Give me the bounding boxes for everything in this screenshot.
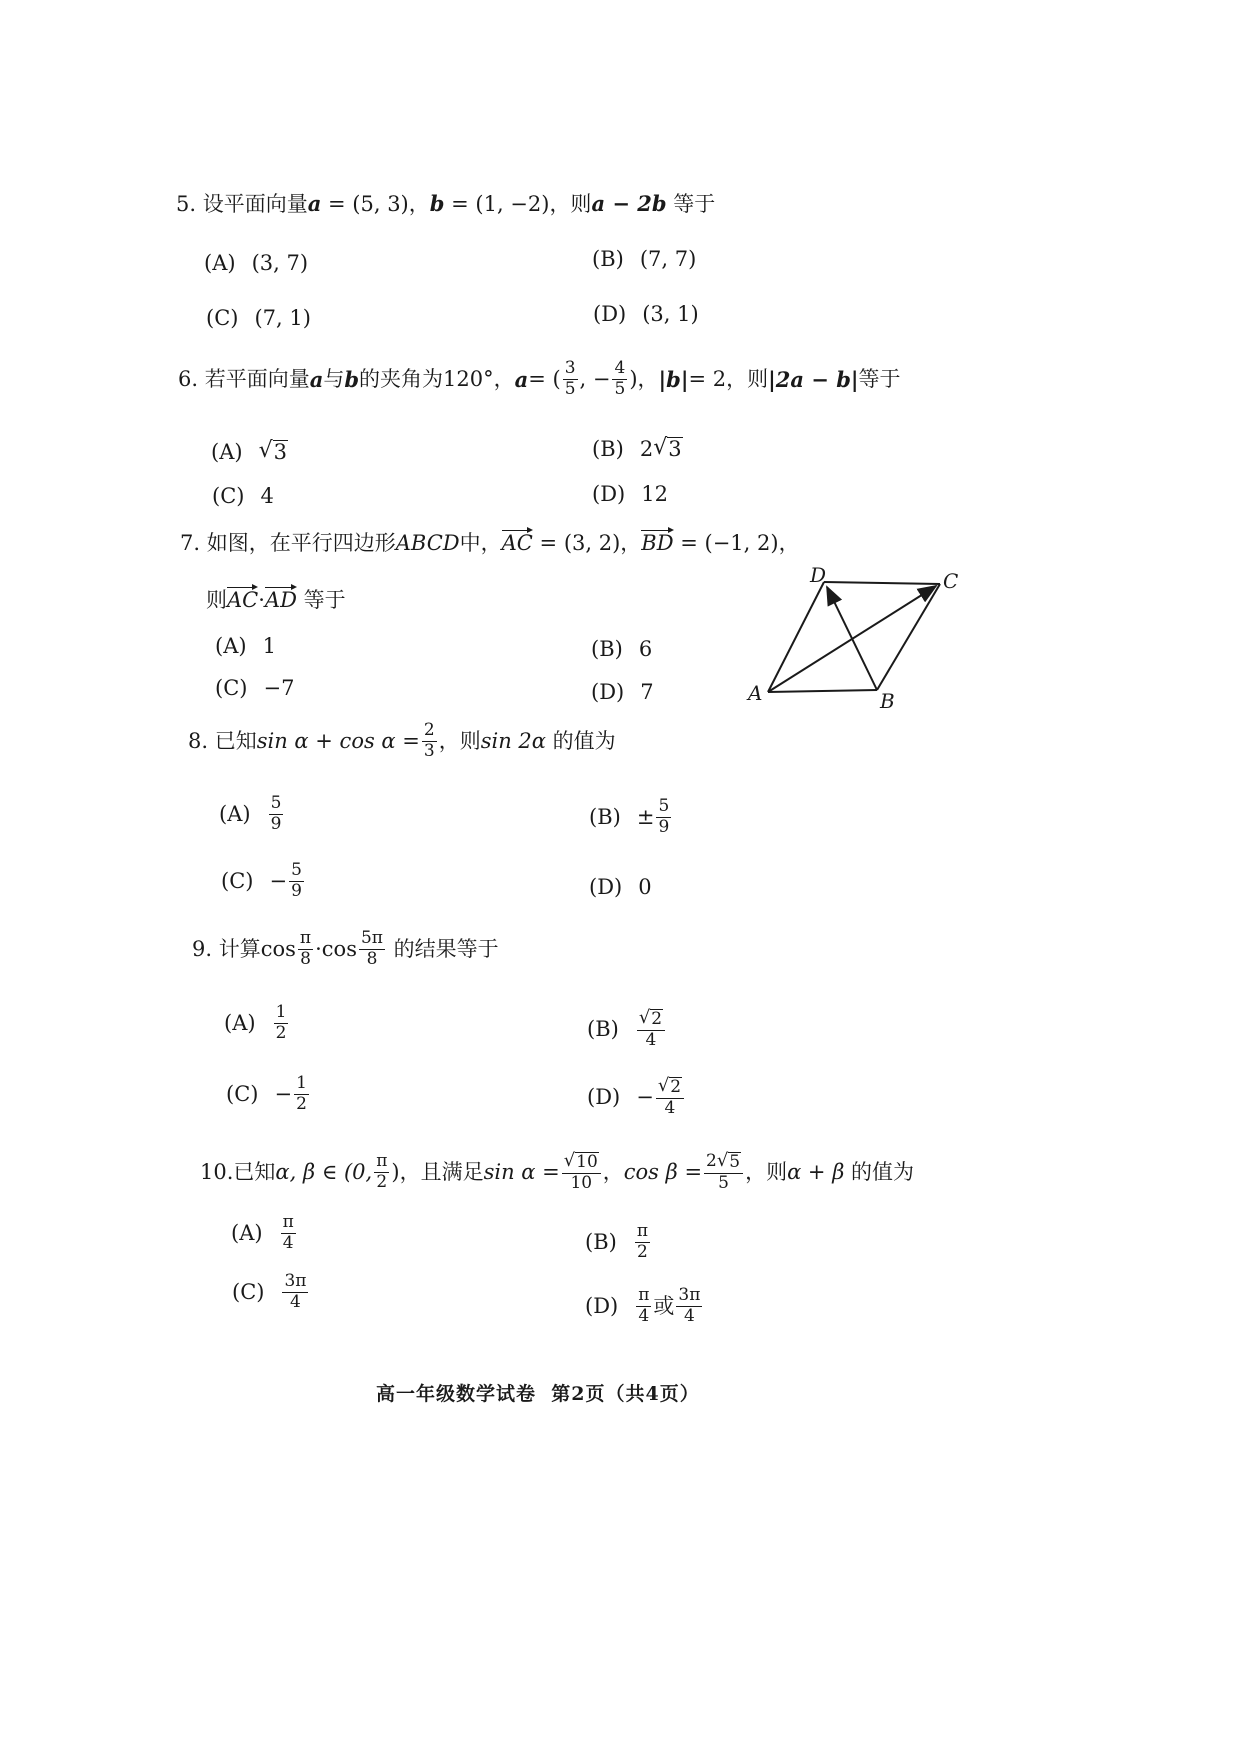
coefficient: 2 [706,1151,717,1171]
cos-function: cos [321,936,357,961]
option-value: (3, 7) [251,251,309,275]
fraction [282,1273,308,1312]
q6-number: 6. [178,366,199,391]
radicand: 5 [729,1152,741,1172]
option-label: (B) [591,637,623,661]
numerator: 1 [296,1073,307,1093]
sqrt-icon: √ [657,1075,670,1096]
fraction [562,1152,601,1193]
vector-ad: AD [264,588,297,612]
page-number: 2 [571,1383,586,1405]
page-footer [376,1385,700,1404]
denominator: 4 [638,1305,650,1326]
q9-option-c[interactable] [226,1075,311,1114]
q10-text: )，且满足 [391,1159,484,1184]
vector-ac: AC [501,531,533,555]
fraction [422,722,437,761]
footer-text: 第 [551,1383,572,1405]
q10-expression: α, β ∈ (0, [275,1159,373,1184]
fraction [637,1009,665,1050]
q8-option-d[interactable] [589,877,652,898]
option-label: (D) [591,680,625,704]
q6-text: , − [579,366,611,391]
vector-a: a [307,191,322,216]
option-label: (D) [587,1084,621,1109]
fraction [676,1287,702,1326]
q10-expression: cos β = [623,1159,703,1184]
q10-stem [200,1152,914,1193]
numerator: 4 [614,358,626,378]
fraction [636,1287,651,1326]
q10-number: 10. [200,1159,234,1184]
diagonal-bd [827,587,877,690]
option-label: (C) [215,676,248,700]
footer-text: 页） [659,1383,700,1405]
fraction [656,798,671,837]
q9-option-b[interactable] [587,1009,667,1050]
q8-number: 8. [188,728,209,753]
q6-text: 若平面向量 [204,366,310,391]
option-label: (B) [589,804,621,829]
option-value: (7, 1) [254,306,311,330]
vector-ac: AC [227,588,259,612]
fraction [298,930,313,969]
radicand: 2 [670,1077,682,1097]
q9-option-a[interactable] [224,1004,290,1043]
option-value: (3, 1) [642,302,699,326]
q7-text: = (3, 2)， [532,531,642,555]
q10-text: ， [602,1159,624,1184]
denominator: 4 [684,1305,695,1326]
numerator: π [282,1212,294,1232]
numerator: 3π [678,1285,701,1305]
fraction [269,795,284,834]
numerator [656,1077,684,1099]
q10-text: ，则 [745,1159,788,1184]
fraction [635,1223,650,1262]
q6-text: )， [629,366,659,391]
q5-option-d[interactable] [593,304,699,325]
option-value: −7 [263,676,295,700]
option-label: (B) [592,436,624,461]
fraction [612,360,627,399]
q10-option-a[interactable] [231,1214,298,1253]
q6-option-d[interactable] [592,484,668,505]
numerator [562,1152,601,1174]
radicand: 10 [576,1152,598,1172]
total-pages: 4 [645,1383,660,1405]
sqrt-icon: √ [638,1007,651,1028]
numerator: π [299,928,312,948]
radical [658,1077,682,1097]
q7-text: = (−1, 2)， [673,531,800,555]
option-label: (C) [221,868,254,893]
q7-text: 如图，在平行四边形 [206,531,396,555]
numerator: 3 [564,358,576,378]
option-label: (C) [232,1279,265,1304]
option-value: 4 [260,484,274,508]
option-label: (D) [593,302,627,326]
q9-stem [192,930,499,969]
radical [653,437,682,461]
option-label: (A) [224,1010,256,1035]
option-label: (C) [206,306,239,330]
radicand: 2 [651,1009,663,1029]
vertex-a: A [748,681,763,705]
denominator: 5 [564,378,576,399]
q9-text: 计算 [218,936,261,961]
denominator: 5 [614,378,626,399]
radical [639,1009,663,1029]
fraction [563,360,578,399]
radicand: 3 [668,437,682,461]
side-ab [768,690,877,692]
numerator: 5π [360,928,383,948]
q10-option-d[interactable] [585,1287,704,1326]
option-label: (B) [592,247,624,271]
option-label: (C) [212,484,245,508]
sign: − [274,1081,293,1106]
denominator: 5 [718,1172,729,1193]
numerator: 2 [423,720,435,740]
fraction [281,1214,296,1253]
radical [564,1152,599,1172]
denominator: 4 [645,1029,657,1050]
q7-number: 7. [180,531,201,555]
q5-text: 等于 [673,192,716,216]
sqrt-icon: √ [563,1150,576,1171]
numerator: π [636,1221,649,1241]
option-value: 6 [638,637,653,661]
q7-option-d[interactable] [591,682,654,703]
q10-option-c[interactable] [232,1273,310,1312]
q5-text: 设平面向量 [202,192,308,216]
sqrt-icon: √ [716,1150,729,1171]
q7-text: 则 [206,588,227,612]
abs-b: |b| [658,366,689,392]
option-label: (B) [587,1016,619,1041]
denominator: 4 [282,1232,294,1253]
denominator: 3 [423,740,435,761]
q5-option-c[interactable] [206,308,311,329]
fraction [359,930,385,969]
numerator: 5 [270,793,282,813]
q6-text: 与 [323,366,345,391]
q6-option-a[interactable] [211,440,288,464]
coefficient: 2 [639,436,654,461]
numerator: π [638,1285,650,1305]
radicand: 3 [273,440,287,464]
denominator: 2 [637,1241,648,1262]
fraction [374,1150,389,1192]
vertex-b: B [880,689,895,713]
option-label: (D) [589,875,623,899]
q7-option-a[interactable] [215,636,276,657]
option-label: (C) [226,1081,259,1106]
q10-option-b[interactable] [585,1223,652,1262]
option-label: (D) [585,1293,619,1318]
option-label: (A) [231,1220,263,1245]
option-value: 7 [640,680,654,704]
sign: − [636,1084,654,1109]
q10-expression: α + β [787,1159,845,1184]
shape-name: ABCD [395,531,460,555]
sign: − [269,868,288,893]
numerator: 5 [291,860,302,880]
q7-option-b[interactable] [591,639,652,660]
q6-option-c[interactable] [212,486,274,507]
option-value: (7, 7) [639,247,697,271]
numerator: 1 [275,1002,287,1022]
q6-stem [178,360,901,399]
sign: ± [636,804,655,829]
vertex-d: D [810,563,827,587]
denominator: 10 [570,1172,593,1193]
numerator [704,1152,743,1174]
q5-option-a[interactable] [204,253,308,274]
q7-text: 中， [459,531,502,555]
fraction [289,862,304,901]
abs-expression: |2a − b| [768,366,859,392]
dot-operator: · [258,588,265,612]
option-label: (A) [219,801,251,826]
q8-stem [188,722,616,761]
sqrt-icon: √ [653,435,668,460]
denominator: 4 [290,1291,301,1312]
q6-text: 等于 [858,366,901,391]
option-label: (A) [204,251,236,275]
q8-expression: sin 2α [480,728,546,753]
option-label: (A) [211,439,243,464]
option-label: (D) [592,482,626,506]
denominator: 9 [658,816,670,837]
q8-text: 的值为 [552,728,616,753]
exam-title: 高一年级数学试卷 [376,1383,537,1405]
numerator [637,1009,665,1031]
vector-a: a [309,366,324,392]
or-text: 或 [653,1293,675,1318]
sqrt-icon: √ [258,438,273,463]
q7-text: 等于 [303,588,346,612]
vector-a: a [514,366,529,392]
denominator: 8 [300,948,311,969]
q5-text: = (5, 3)， [321,192,430,216]
denominator: 2 [296,1093,307,1114]
fraction [274,1004,289,1043]
q8-option-b[interactable] [589,798,673,837]
q5-text: = (1, −2)，则 [444,192,592,216]
q8-option-a[interactable] [219,795,285,834]
vector-bd: BD [641,531,674,555]
radical [259,440,288,464]
q7-stem-line2 [206,590,346,611]
q6-option-b[interactable] [592,437,683,461]
q8-text: 已知 [214,728,257,753]
q5-expression: a − 2b [591,191,667,216]
q5-stem [176,193,715,215]
q7-option-c[interactable] [215,678,294,699]
option-label: (B) [585,1229,617,1254]
denominator: 2 [376,1171,388,1192]
q9-number: 9. [192,936,213,961]
option-value: 0 [638,875,652,899]
footer-text: 页（共 [585,1383,646,1405]
q5-number: 5. [176,192,197,216]
q5-option-b[interactable] [592,249,696,270]
dot-operator: · [315,936,322,961]
radical [717,1152,741,1172]
denominator: 9 [291,880,302,901]
fraction [656,1077,684,1118]
q6-text: = 2，则 [688,366,769,391]
q9-text: 的结果等于 [393,936,499,961]
denominator: 4 [664,1097,676,1118]
numerator: 5 [658,796,670,816]
cos-function: cos [260,936,296,961]
side-dc [824,582,940,584]
option-value: 1 [262,634,276,658]
denominator: 2 [275,1022,287,1043]
vector-b: b [344,366,360,392]
option-label: (A) [215,634,247,658]
side-bc [877,584,940,690]
option-value: 12 [641,482,668,506]
q9-option-d[interactable] [587,1077,686,1118]
q7-stem [180,533,800,554]
q6-text: = ( [528,366,561,391]
denominator: 9 [270,813,282,834]
fraction [704,1152,743,1193]
q8-option-c[interactable] [221,862,306,901]
numerator: 3π [284,1271,307,1291]
fraction [294,1075,309,1114]
denominator: 8 [366,948,378,969]
q10-text: 已知 [233,1159,276,1184]
parallelogram-figure [740,560,970,720]
q8-expression: sin α + cos α = [256,728,420,753]
q6-text: 的夹角为120°， [359,366,515,391]
q10-expression: sin α = [483,1159,560,1184]
vector-b: b [429,191,445,216]
vertex-c: C [943,569,959,593]
q8-text: ，则 [438,728,481,753]
numerator: π [376,1150,388,1171]
q10-text: 的值为 [851,1159,915,1184]
